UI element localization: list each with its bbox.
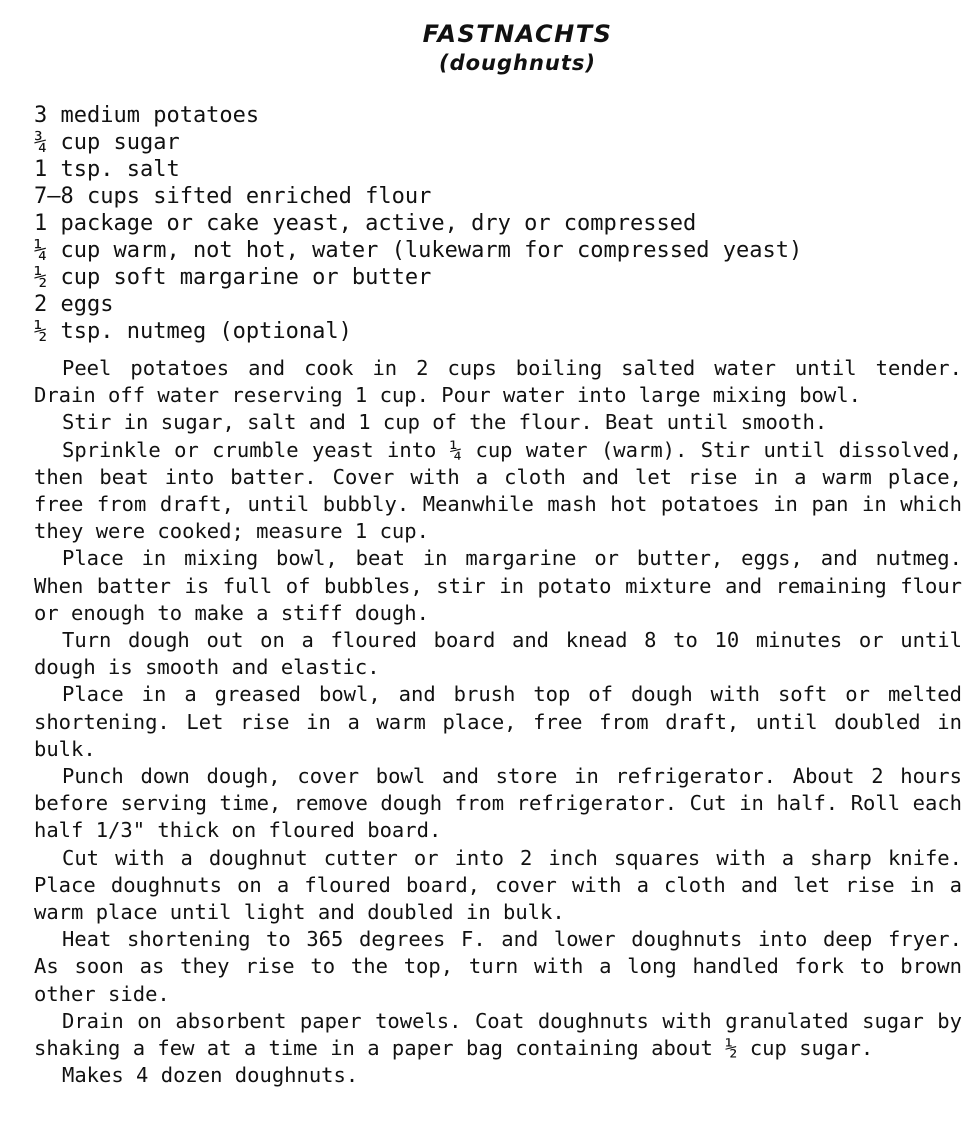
recipe-title: FASTNACHTS xyxy=(422,20,613,48)
ingredient-item: ¼ cup warm, not hot, water (lukewarm for compressed yeast) xyxy=(34,238,803,263)
ingredient-item: 1 package or cake yeast, active, dry or compressed xyxy=(34,211,697,236)
direction-step: Turn dough out on a floured board and knead 8 to 10 minutes or until dough is smooth and elastic. xyxy=(34,628,962,680)
direction-step: Place in a greased bowl, and brush top of dough with soft or melted shortening. Let rise in a warm place, free from draft, until doubled in bulk. xyxy=(34,682,962,761)
direction-step: Makes 4 dozen doughnuts. xyxy=(62,1063,359,1088)
direction-step: Punch down dough, cover bowl and store in refrigerator. About 2 hours before serving time, remove dough from refrigerator. Cut in half. Roll each half 1/3" thick on floured board. xyxy=(34,764,962,843)
direction-step: Place in mixing bowl, beat in margarine or butter, eggs, and nutmeg. When batter is full of bubbles, stir in potato mixture and remaining flour or enough to make a stiff dough. xyxy=(34,546,962,625)
direction-step: Peel potatoes and cook in 2 cups boiling salted water until tender. Drain off water reserving 1 cup. Pour water into large mixing bowl. xyxy=(34,356,962,408)
direction-step: Sprinkle or crumble yeast into ¼ cup water (warm). Stir until dissolved, then beat into batter. Cover with a cloth and let rise in a warm place, free from draft, until bubbly. Meanwhile mash hot potatoes in pan in which they were cooked; measure 1 cup. xyxy=(34,437,962,544)
direction-step: Heat shortening to 365 degrees F. and lower doughnuts into deep fryer. As soon as they rise to the top, turn with a long handled fork to brown other side. xyxy=(34,927,962,1006)
title-block xyxy=(34,18,961,76)
recipe-subtitle: (doughnuts) xyxy=(438,51,597,75)
ingredient-item: ½ tsp. nutmeg (optional) xyxy=(34,319,352,344)
ingredient-item: 7—8 cups sifted enriched flour xyxy=(34,184,432,209)
ingredient-item: 1 tsp. salt xyxy=(34,157,180,182)
ingredient-item: 2 eggs xyxy=(34,292,114,317)
ingredient-item: 3 medium potatoes xyxy=(34,103,260,128)
direction-step: Cut with a doughnut cutter or into 2 inch squares with a sharp knife. Place doughnuts on a floured board, cover with a cloth and let rise in a warm place until light and doubled in bulk. xyxy=(34,845,962,925)
direction-step: Stir in sugar, salt and 1 cup of the flour. Beat until smooth. xyxy=(62,410,828,435)
directions xyxy=(34,355,961,1089)
ingredient-item: ½ cup soft margarine or butter xyxy=(34,265,432,290)
direction-step: Drain on absorbent paper towels. Coat doughnuts with granulated sugar by shaking a few at a time in a paper bag containing about ½ cup sugar. xyxy=(34,1008,962,1061)
ingredient-list xyxy=(34,102,961,345)
ingredient-item: ¾ cup sugar xyxy=(34,130,180,155)
